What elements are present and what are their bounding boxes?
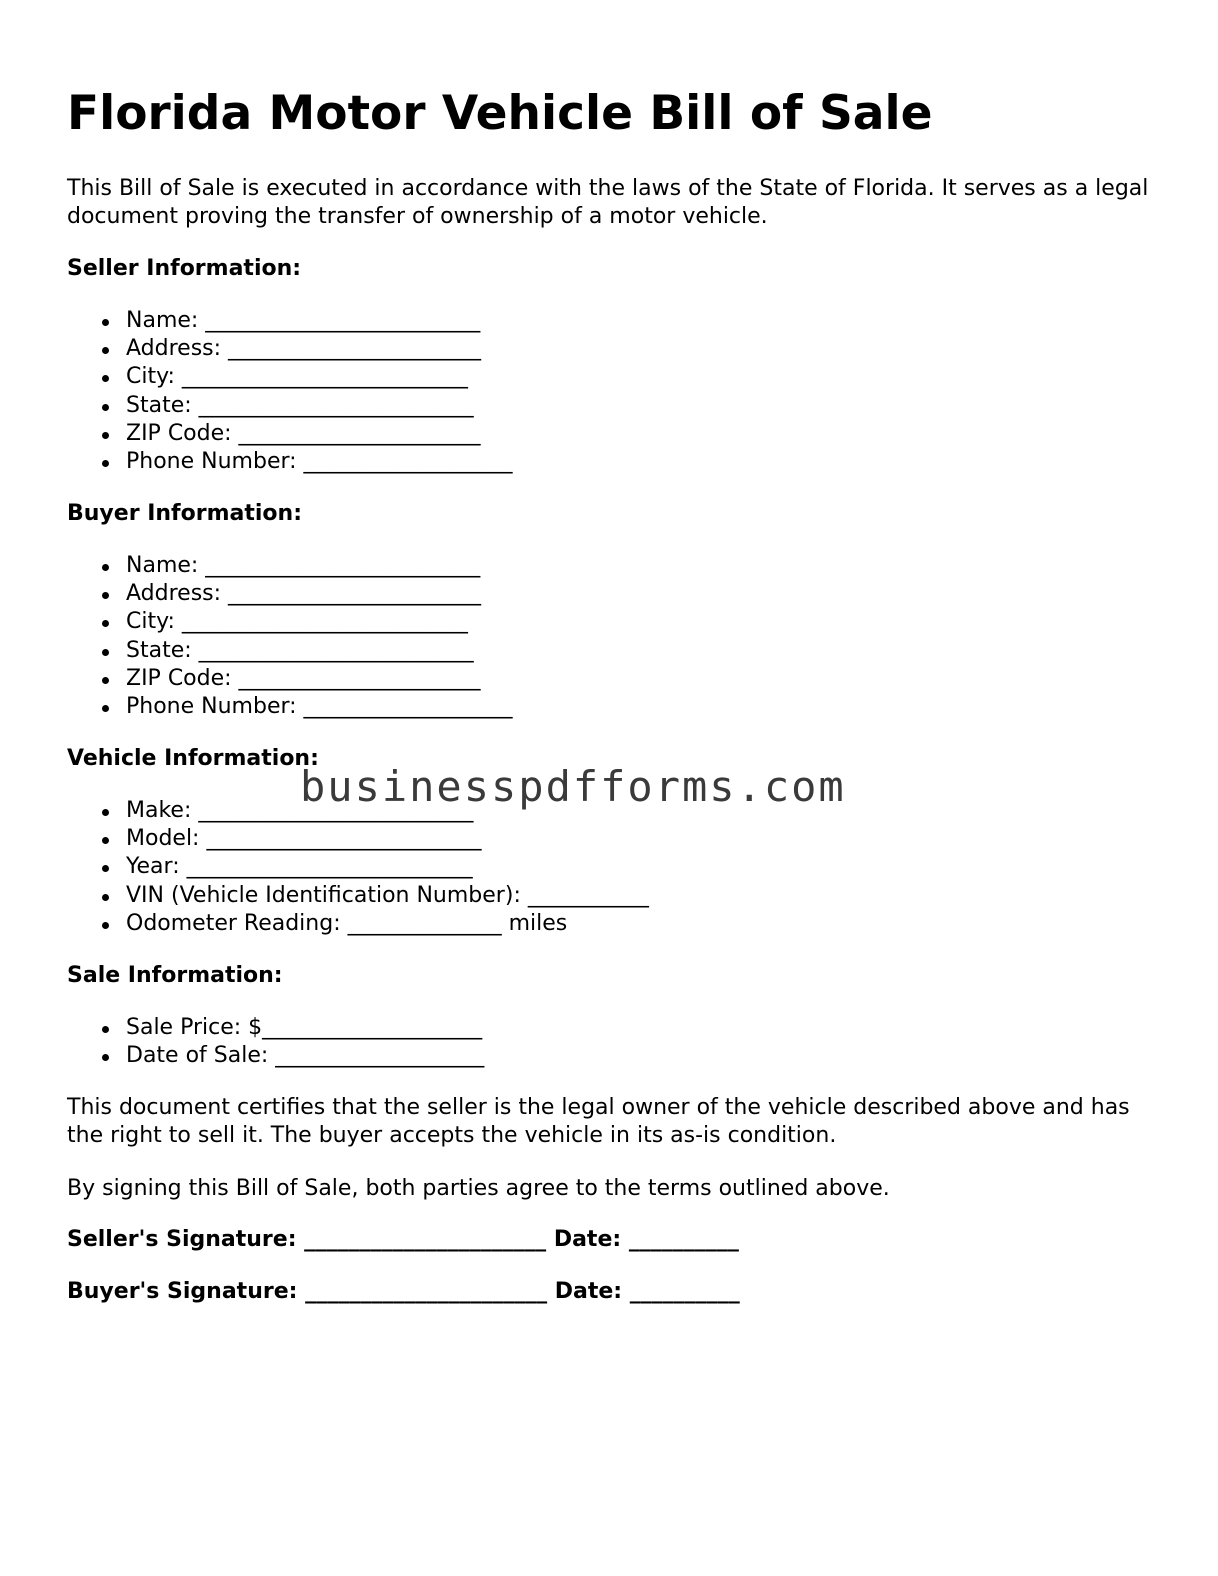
buyer-signature-line[interactable]: Buyer's Signature: ______________________ Date: __________ <box>67 1279 740 1304</box>
vehicle-vin-field[interactable]: VIN (Vehicle Identification Number): ___________ <box>67 882 649 910</box>
seller-zip-field[interactable]: ZIP Code: ______________________ <box>67 420 513 448</box>
watermark-text: businesspdfforms.com <box>300 762 846 811</box>
seller-signature-line[interactable]: Seller's Signature: ______________________ Date: __________ <box>67 1227 739 1252</box>
buyer-zip-field[interactable]: ZIP Code: ______________________ <box>67 665 513 693</box>
buyer-city-field[interactable]: City: __________________________ <box>67 608 513 636</box>
sale-price-field[interactable]: Sale Price: $____________________ <box>67 1014 484 1042</box>
seller-heading: Seller Information: <box>67 256 302 281</box>
intro-paragraph: This Bill of Sale is executed in accordance with the laws of the State of Florida. It serves as a legal document proving the transfer of ownership of a motor vehicle. <box>67 176 1149 229</box>
buyer-phone-field[interactable]: Phone Number: ___________________ <box>67 693 513 721</box>
buyer-address-field[interactable]: Address: _______________________ <box>67 580 513 608</box>
seller-state-field[interactable]: State: _________________________ <box>67 392 513 420</box>
sale-heading: Sale Information: <box>67 963 283 988</box>
sale-date-field[interactable]: Date of Sale: ___________________ <box>67 1042 484 1070</box>
vehicle-heading: Vehicle Information: <box>67 746 319 771</box>
buyer-heading: Buyer Information: <box>67 501 302 526</box>
buyer-fields-list <box>67 552 513 721</box>
vehicle-odometer-field[interactable]: Odometer Reading: ______________ miles <box>67 910 649 938</box>
seller-name-field[interactable]: Name: _________________________ <box>67 307 513 335</box>
agreement-paragraph: By signing this Bill of Sale, both parties agree to the terms outlined above. <box>67 1176 890 1201</box>
vehicle-model-field[interactable]: Model: _________________________ <box>67 825 649 853</box>
buyer-state-field[interactable]: State: _________________________ <box>67 637 513 665</box>
sale-fields-list <box>67 1014 484 1070</box>
vehicle-year-field[interactable]: Year: __________________________ <box>67 853 649 881</box>
seller-fields-list <box>67 307 513 476</box>
page-title: Florida Motor Vehicle Bill of Sale <box>67 86 933 141</box>
seller-city-field[interactable]: City: __________________________ <box>67 363 513 391</box>
seller-phone-field[interactable]: Phone Number: ___________________ <box>67 448 513 476</box>
buyer-name-field[interactable]: Name: _________________________ <box>67 552 513 580</box>
vehicle-make-field[interactable]: Make: _________________________ <box>67 797 649 825</box>
certification-paragraph: This document certifies that the seller is the legal owner of the vehicle described above and has the right to sell it. The buyer accepts the vehicle in its as-is condition. <box>67 1095 1130 1148</box>
seller-address-field[interactable]: Address: _______________________ <box>67 335 513 363</box>
vehicle-fields-list <box>67 797 649 938</box>
